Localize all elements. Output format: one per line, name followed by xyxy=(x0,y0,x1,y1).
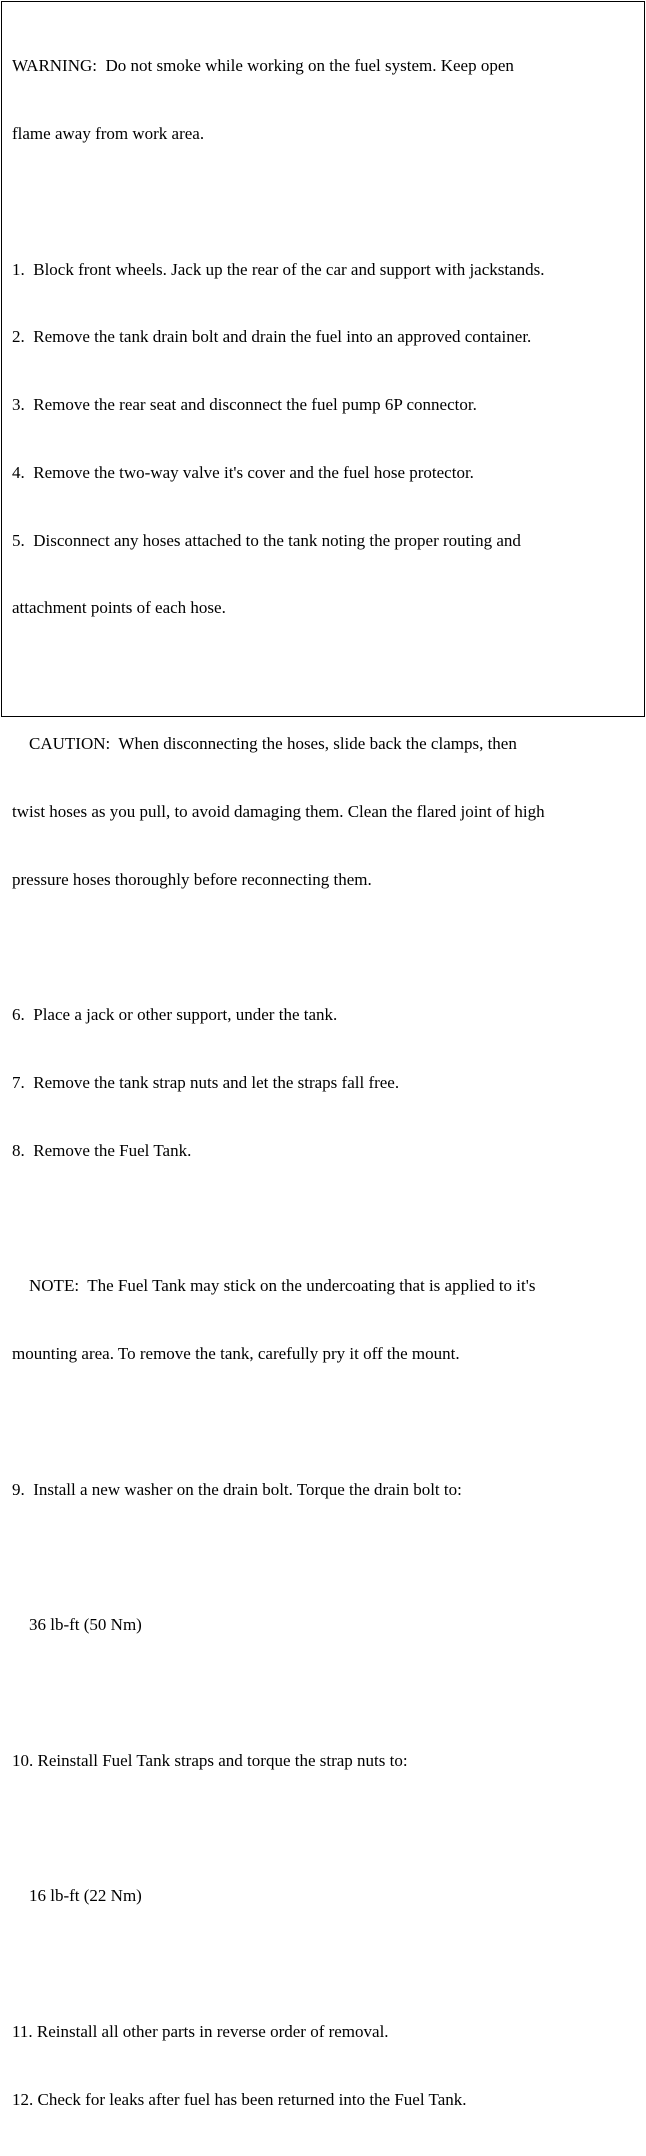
step-item: 4. Remove the two-way valve it's cover and the fuel hose protector. xyxy=(12,462,474,482)
step-item: 11. Reinstall all other parts in reverse order of removal. xyxy=(12,2021,389,2041)
document-body xyxy=(12,10,640,2156)
spacer xyxy=(12,665,640,688)
torque-spec: 36 lb-ft (50 Nm) xyxy=(12,1615,142,1635)
step-item: 6. Place a jack or other support, under the tank. xyxy=(12,1005,338,1025)
note-line: mounting area. To remove the tank, carefully pry it off the mount. xyxy=(12,1344,460,1364)
step-item: 10. Reinstall Fuel Tank straps and torque the strap nuts to: xyxy=(12,1750,408,1770)
spacer xyxy=(12,1953,640,1976)
step-item: 2. Remove the tank drain bolt and drain the fuel into an approved container. xyxy=(12,327,532,347)
step-item: 1. Block front wheels. Jack up the rear of the car and support with jackstands. xyxy=(12,259,545,279)
caution-line: pressure hoses thoroughly before reconnecting them. xyxy=(12,869,372,889)
step-item: 5. Disconnect any hoses attached to the tank noting the proper routing and xyxy=(12,530,521,550)
spacer xyxy=(12,1818,640,1841)
spacer xyxy=(12,1207,640,1230)
step-item: 12. Check for leaks after fuel has been returned into the Fuel Tank. xyxy=(12,2089,467,2109)
warning-line: flame away from work area. xyxy=(12,123,205,143)
spacer xyxy=(12,1546,640,1569)
spacer xyxy=(12,1682,640,1705)
step-item: 7. Remove the tank strap nuts and let the straps fall free. xyxy=(12,1072,400,1092)
step-item: 3. Remove the rear seat and disconnect the fuel pump 6P connector. xyxy=(12,395,477,415)
warning-line: WARNING: Do not smoke while working on the fuel system. Keep open xyxy=(12,56,514,76)
note-line: NOTE: The Fuel Tank may stick on the undercoating that is applied to it's xyxy=(12,1276,536,1296)
torque-spec: 16 lb-ft (22 Nm) xyxy=(12,1886,142,1906)
spacer xyxy=(12,1411,640,1434)
step-item: attachment points of each hose. xyxy=(12,598,226,618)
step-item: 9. Install a new washer on the drain bolt. Torque the drain bolt to: xyxy=(12,1479,462,1499)
spacer xyxy=(12,191,640,214)
caution-line: twist hoses as you pull, to avoid damaging them. Clean the flared joint of high xyxy=(12,801,545,821)
caution-line: CAUTION: When disconnecting the hoses, slide back the clamps, then xyxy=(12,734,517,753)
document-frame xyxy=(1,1,645,2109)
spacer xyxy=(12,936,640,959)
step-item: 8. Remove the Fuel Tank. xyxy=(12,1140,192,1160)
